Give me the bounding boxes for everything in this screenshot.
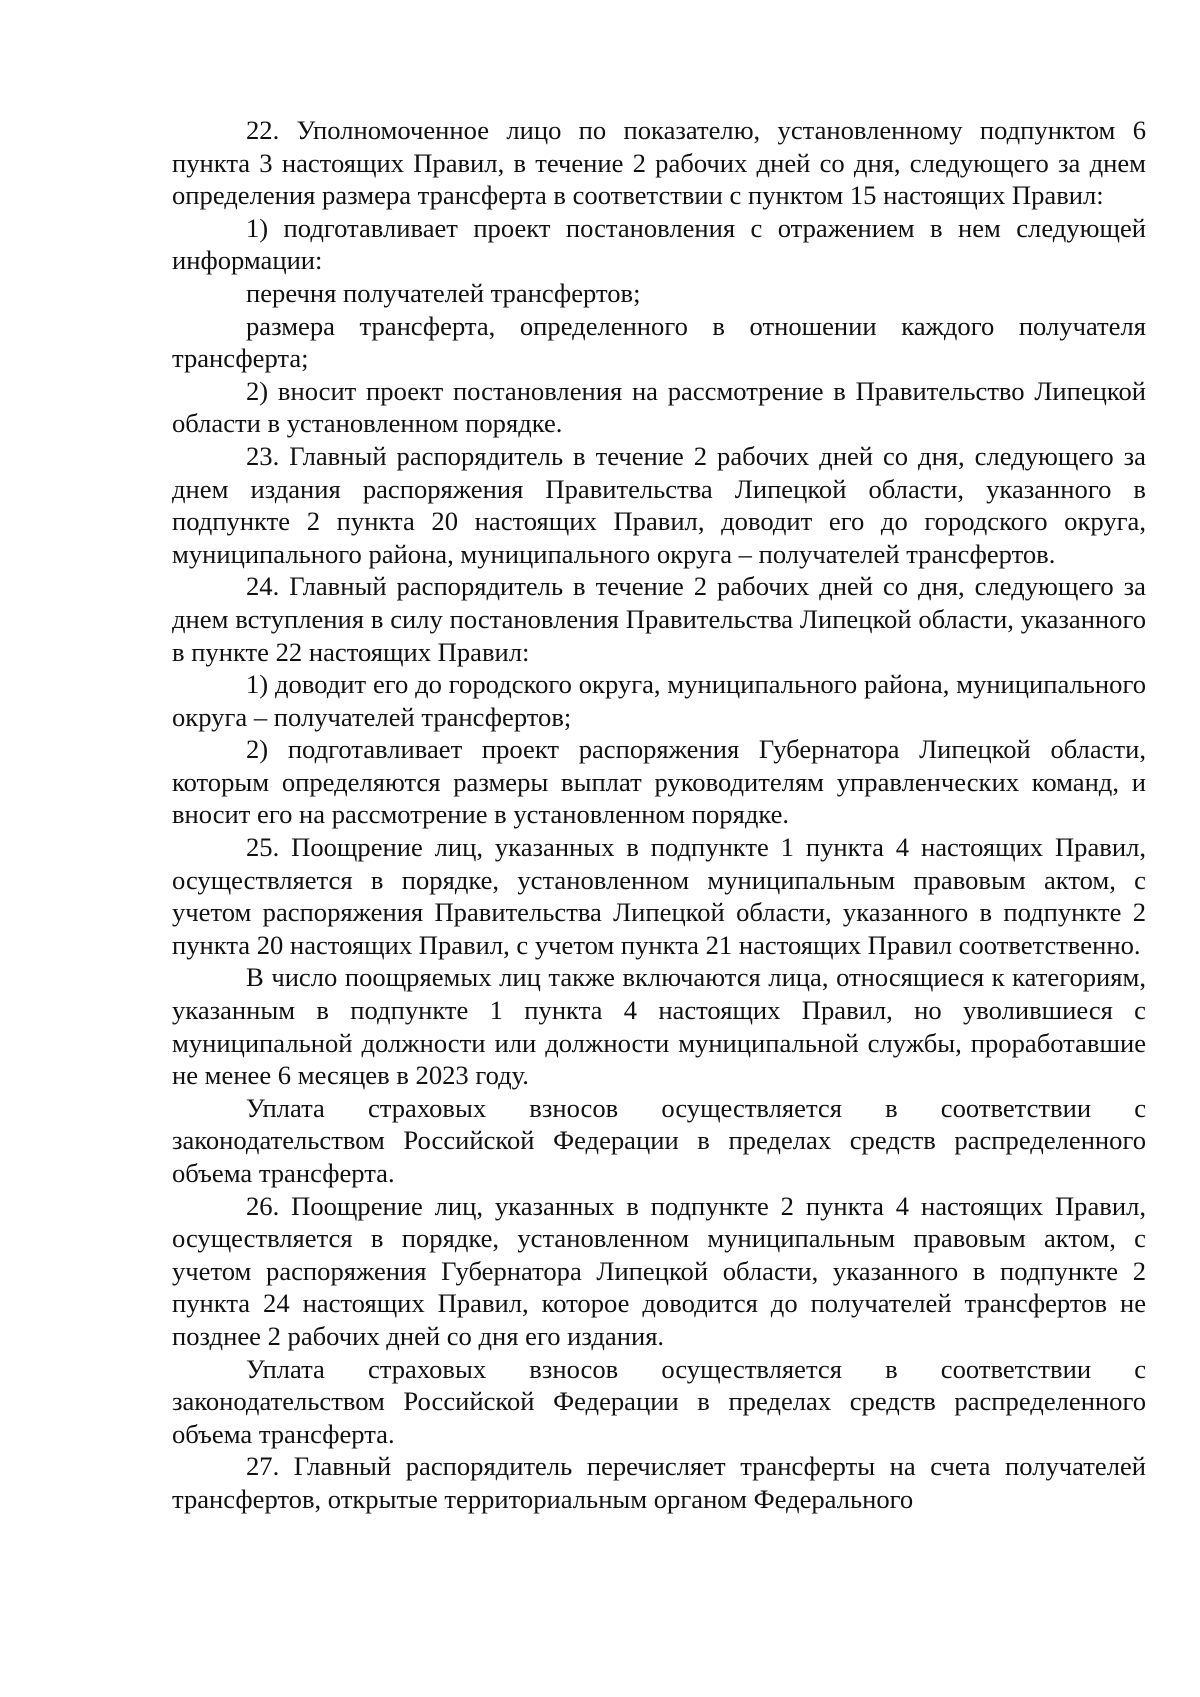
paragraph-22: 22. Уполномоченное лицо по показателю, установленному подпунктом 6 пункта 3 настоящих Правил, в течение 2 рабочих дней со дня, следующего за днем определения размера трансферта в соответствии с пунктом 15 настоящих Правил: bbox=[172, 115, 1146, 211]
paragraph-22-item-1: 1) подготавливает проект постановления с отражением в нем следующей информации: bbox=[172, 212, 1146, 276]
paragraph-26-part-2: Уплата страховых взносов осуществляется в соответствии с законодательством Российской Федерации в пределах средств распределенного объема трансферта. bbox=[172, 1353, 1146, 1449]
paragraph-25-part-3: Уплата страховых взносов осуществляется в соответствии с законодательством Российской Федерации в пределах средств распределенного объема трансферта. bbox=[172, 1092, 1146, 1188]
document-body bbox=[172, 114, 1146, 1516]
paragraph-22-item-2: 2) вносит проект постановления на рассмотрение в Правительство Липецкой области в установленном порядке. bbox=[172, 375, 1146, 439]
paragraph-27: 27. Главный распорядитель перечисляет трансферты на счета получателей трансфертов, открытые территориальным органом Федерального bbox=[172, 1451, 1146, 1514]
paragraph-23: 23. Главный распорядитель в течение 2 рабочих дней со дня, следующего за днем издания распоряжения Правительства Липецкой области, указанного в подпункте 2 пункта 20 настоящих Правил, доводит его до городского округа, муниципального района, муниципального округа – получателей трансфертов. bbox=[172, 440, 1146, 569]
paragraph-25: 25. Поощрение лиц, указанных в подпункте 1 пункта 4 настоящих Правил, осуществляется в порядке, установленном муниципальным правовым актом, с учетом распоряжения Правительства Липецкой области, указанного в подпункте 2 пункта 20 настоящих Правил, с учетом пункта 21 настоящих Правил соответственно. bbox=[172, 832, 1146, 960]
paragraph-26: 26. Поощрение лиц, указанных в подпункте 2 пункта 4 настоящих Правил, осуществляется в порядке, установленном муниципальным правовым актом, с учетом распоряжения Губернатора Липецкой области, указанного в подпункте 2 пункта 24 настоящих Правил, которое доводится до получателей трансфертов не позднее 2 рабочих дней со дня его издания. bbox=[172, 1190, 1146, 1351]
paragraph-24-item-1: 1) доводит его до городского округа, муниципального района, муниципального округа – получателей трансфертов; bbox=[172, 669, 1146, 732]
paragraph-22-item-1-list-a: перечня получателей трансфертов; bbox=[246, 277, 641, 308]
paragraph-24: 24. Главный распорядитель в течение 2 рабочих дней со дня, следующего за днем вступления в силу постановления Правительства Липецкой области, указанного в пункте 22 настоящих Правил: bbox=[172, 571, 1146, 667]
paragraph-22-item-1-list-b: размера трансферта, определенного в отношении каждого получателя трансферта; bbox=[172, 310, 1146, 374]
paragraph-24-item-2: 2) подготавливает проект распоряжения Губернатора Липецкой области, которым определяются размеры выплат руководителям управленческих команд, и вносит его на рассмотрение в установленном порядке. bbox=[172, 734, 1146, 830]
paragraph-25-part-2: В число поощряемых лиц также включаются лица, относящиеся к категориям, указанным в подпункте 1 пункта 4 настоящих Правил, но уволившиеся с муниципальной должности или должности муниципальной службы, проработавшие не менее 6 месяцев в 2023 году. bbox=[172, 962, 1146, 1091]
